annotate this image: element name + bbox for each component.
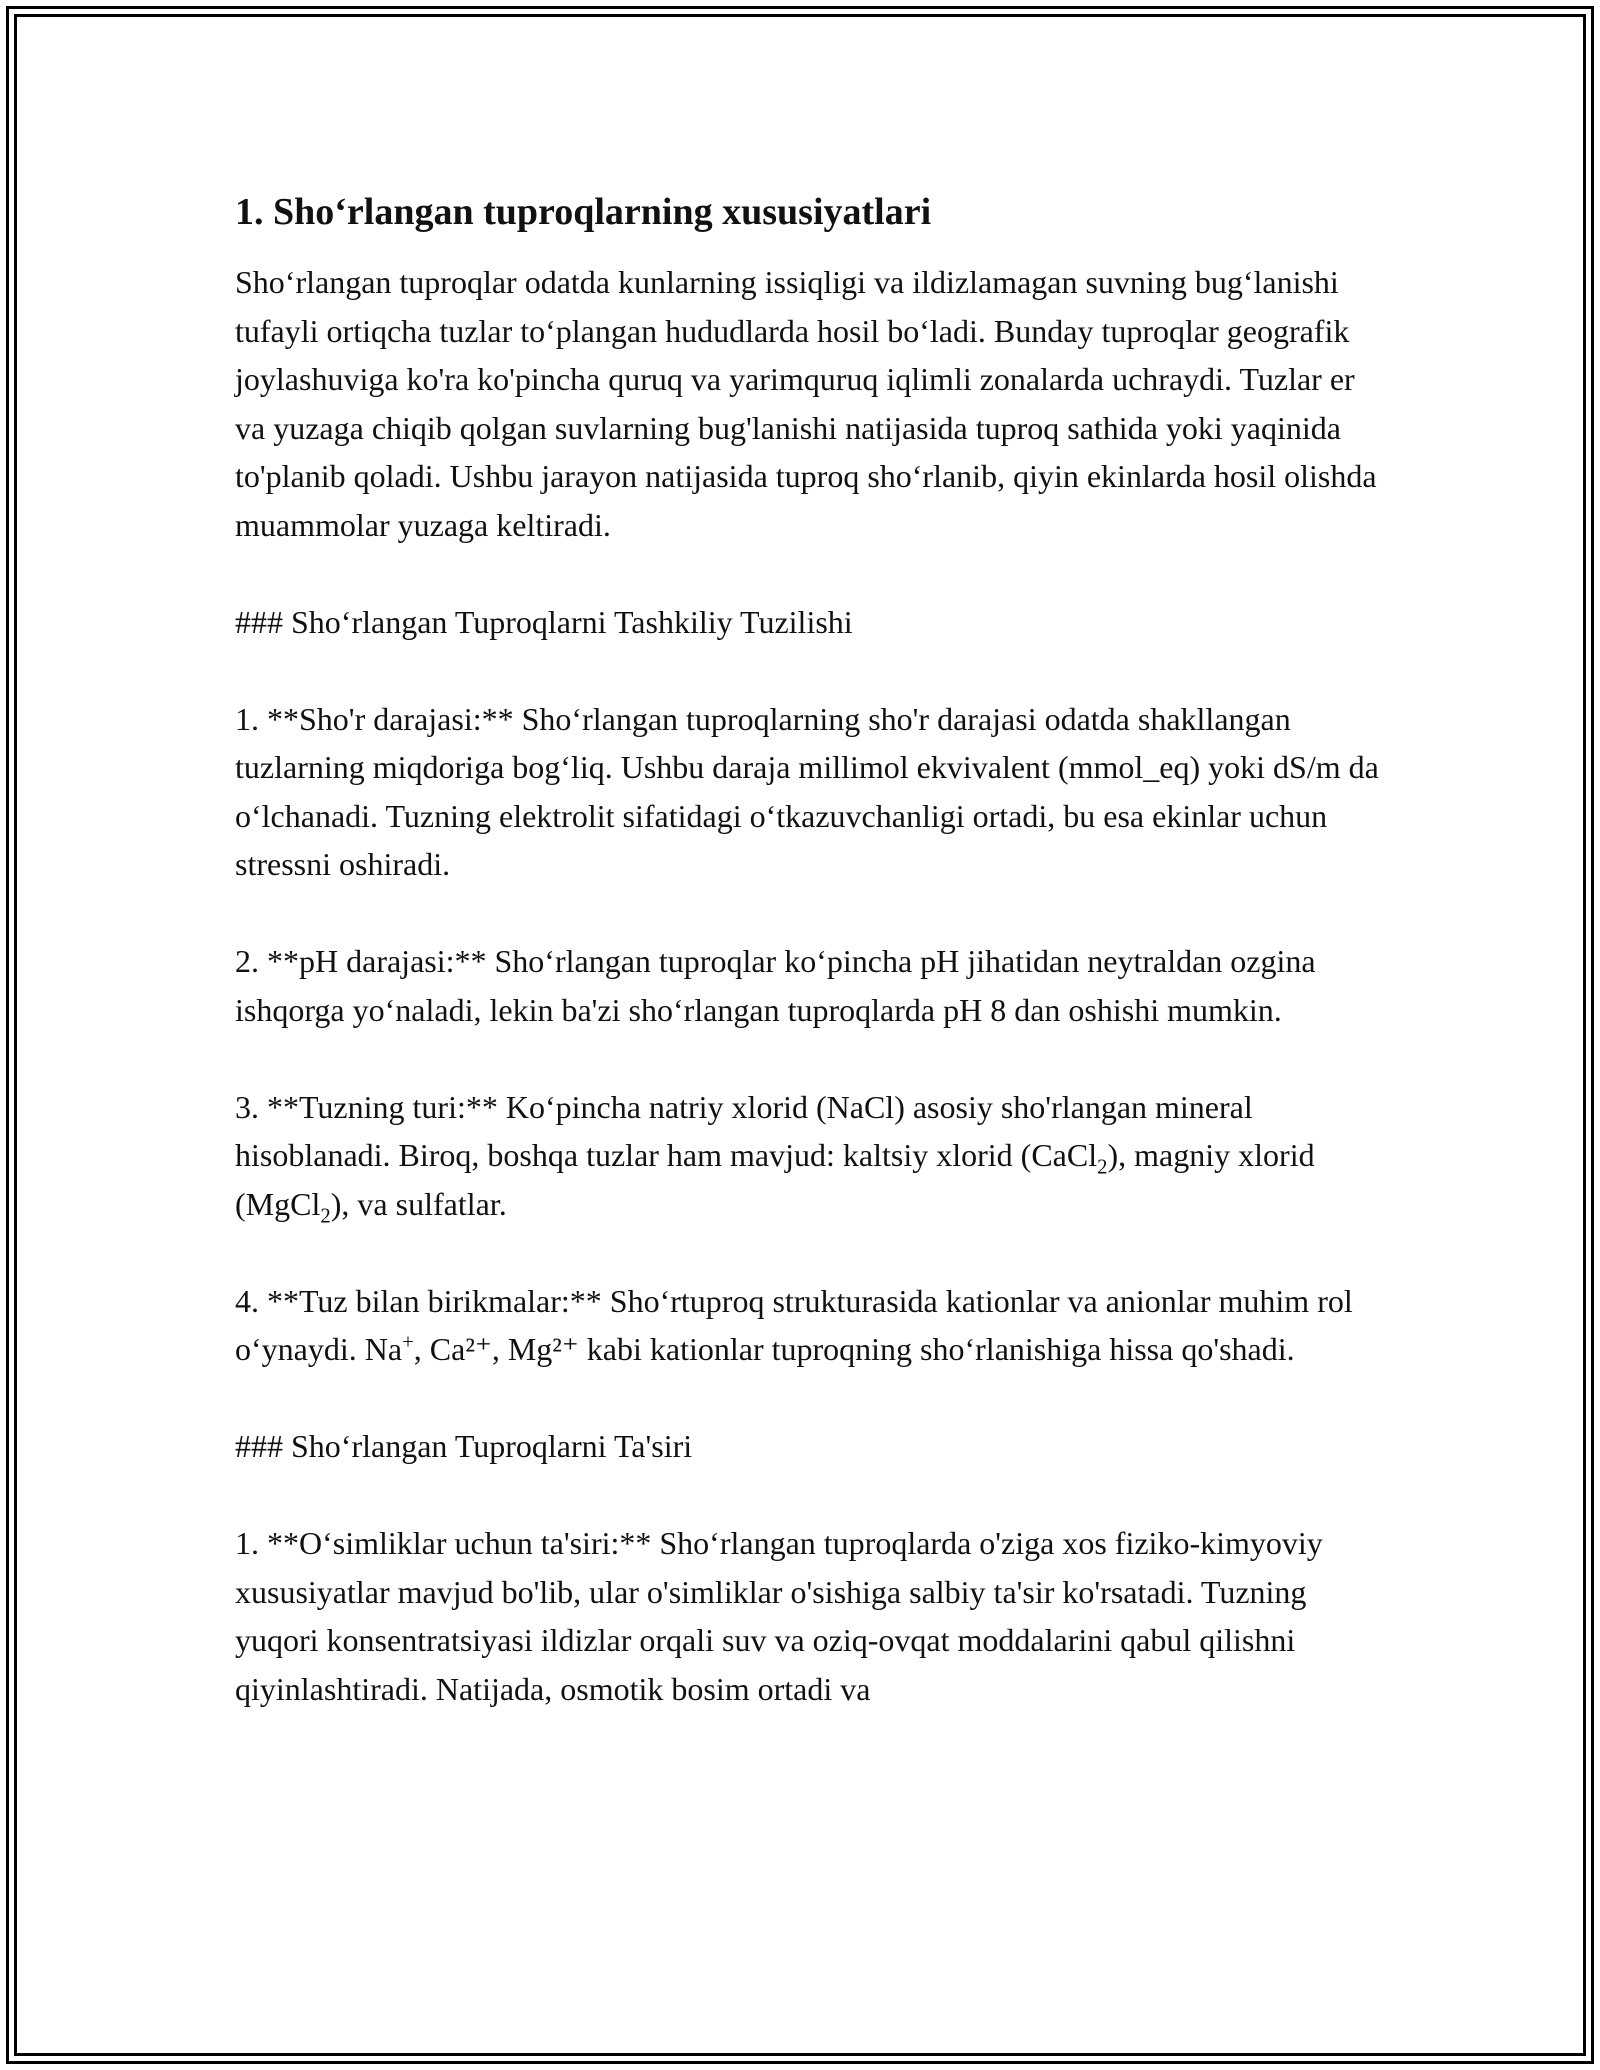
subsection-heading-structure: ### Sho‘rlangan Tuproqlarni Tashkiliy Tuzilishi <box>235 603 853 640</box>
list-item-salinity-level: 1. **Sho'r darajasi:** Sho‘rlangan tuproqlarning sho'r darajasi odatda shakllangan tuzlarning miqdoriga bog‘liq. Ushbu daraja millimol ekvivalent (mmol_eq) yoki dS/m da o‘lchanadi. Tuzning elektrolit sifatidagi o‘tkazuvchanligi ortadi, bu esa ekinlar uchun stressni oshiradi. <box>235 700 1379 882</box>
superscript-plus: + <box>402 1330 414 1354</box>
subscript-2-b: 2 <box>320 1203 331 1227</box>
document-body <box>235 188 1385 1713</box>
salt-compounds-text-2: , Ca²⁺, Mg²⁺ kabi kationlar tuproqning sho‘rlanishiga hissa qo'shadi. <box>413 1331 1295 1367</box>
list-item-plant-effects: 1. **O‘simliklar uchun ta'siri:** Sho‘rlangan tuproqlarda o'ziga xos fiziko-kimyoviy xususiyatlar mavjud bo'lib, ular o'simliklar o'sishiga salbiy ta'sir ko'rsatadi. Tuzning yuqori konsentratsiyasi ildizlar orqali suv va oziq-ovqat moddalarini qabul qilishni qiyinlashtiradi. Natijada, osmotik bosim ortadi va <box>235 1525 1323 1707</box>
list-item-salt-compounds <box>235 1277 1385 1374</box>
salt-type-text-1: 3. **Tuzning turi:** Ko‘pincha natriy xlorid (NaCl) asosiy sho'rlangan mineral hisoblanadi. Biroq, boshqa tuzlar ham mavjud: kaltsiy xlorid (CaCl <box>235 1088 1253 1173</box>
salt-type-text-3: ), va sulfatlar. <box>330 1185 507 1222</box>
salt-type-text-2: ), magniy xlorid (MgCl <box>235 1137 1315 1222</box>
salt-compounds-text-1: 4. **Tuz bilan birikmalar:** Sho‘rtuproq strukturasida kationlar va anionlar muhim rol o‘ynaydi. Na <box>235 1282 1353 1367</box>
section-heading: 1. Sho‘rlangan tuproqlarning xususiyatlari <box>235 191 932 233</box>
intro-paragraph: Sho‘rlangan tuproqlar odatda kunlarning issiqligi va ildizlamagan suvning bug‘lanishi tufayli ortiqcha tuzlar to‘plangan hududlarda hosil bo‘ladi. Bunday tuproqlar geografik joylashuviga ko'ra ko'pincha quruq va yarimquruq iqlimli zonalarda uchraydi. Tuzlar er va yuzaga chiqib qolgan suvlarning bug'lanishi natijasida tuproq sathida yoki yaqinida to'planib qoladi. Ushbu jarayon natijasida tuproq sho‘rlanib, qiyin ekinlarda hosil olishda muammolar yuzaga keltiradi. <box>235 264 1377 543</box>
list-item-salt-type <box>235 1083 1385 1229</box>
list-item-ph-level: 2. **pH darajasi:** Sho‘rlangan tuproqlar ko‘pincha pH jihatidan neytraldan ozgina ishqorga yo‘naladi, lekin ba'zi sho‘rlangan tuproqlarda pH 8 dan oshishi mumkin. <box>235 943 1316 1028</box>
subscript-2-a: 2 <box>1097 1155 1108 1179</box>
subsection-heading-effects: ### Sho‘rlangan Tuproqlarni Ta'siri <box>235 1428 693 1464</box>
